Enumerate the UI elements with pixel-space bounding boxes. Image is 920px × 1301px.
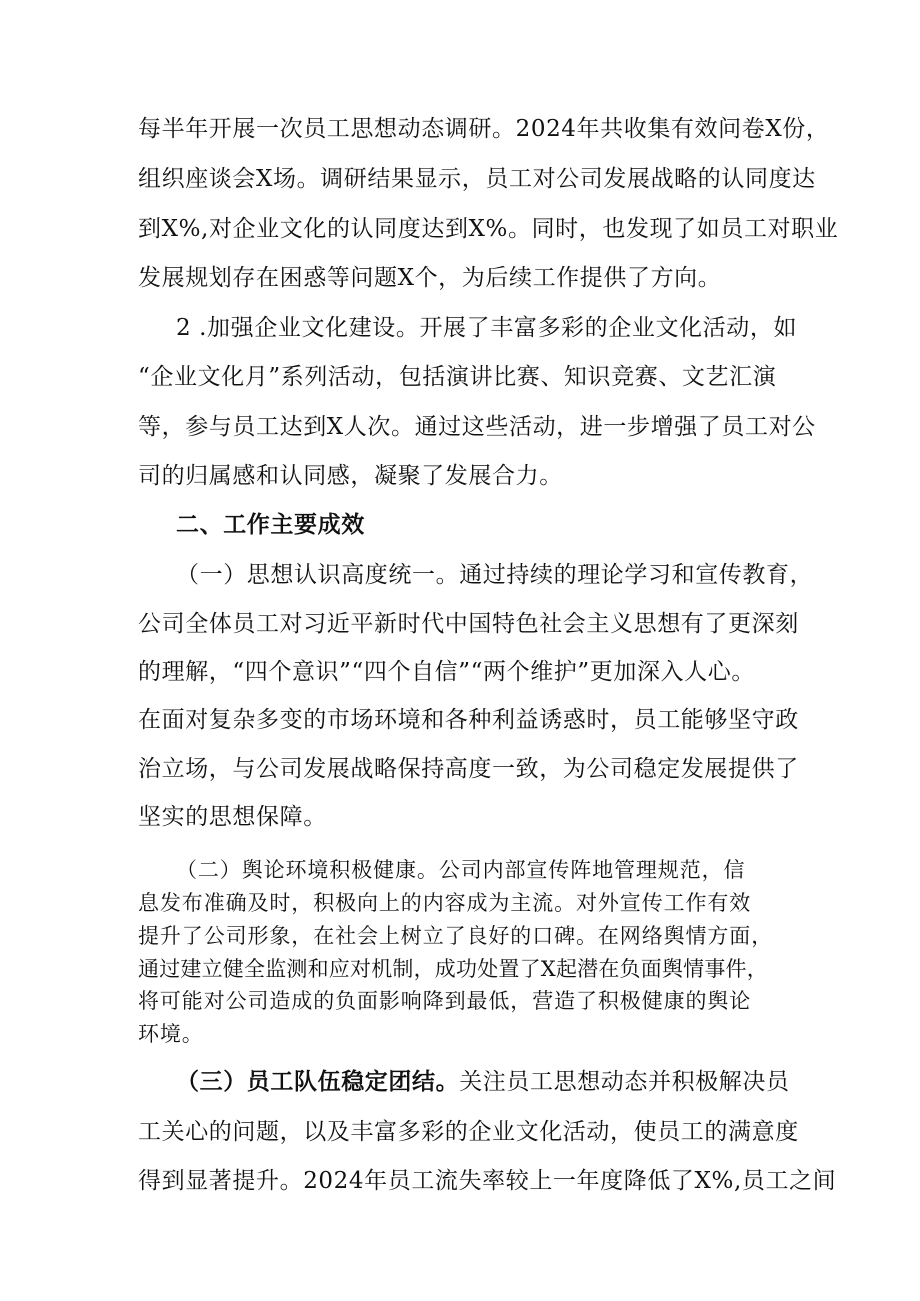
text-line: （一）思想认识高度统一。通过持续的理论学习和宣传教育， xyxy=(176,562,814,588)
text-line: 到X%,对企业文化的认同度达到X%。同时，也发现了如员工对职业 xyxy=(138,216,839,242)
section-heading: 二、工作主要成效 xyxy=(176,511,365,538)
text-line: 将可能对公司造成的负面影响降到最低，营造了积极健康的舆论 xyxy=(138,989,752,1013)
text-line: 公司全体员工对习近平新时代中国特色社会主义思想有了更深刻 xyxy=(138,611,799,637)
bold-lead-text: （三）员工队伍稳定团结。 xyxy=(176,1068,460,1095)
text-line: 环境。 xyxy=(138,1022,204,1046)
text-line: 工关心的问题，以及丰富多彩的企业文化活动，使员工的满意度 xyxy=(138,1119,799,1145)
text-line: 得到显著提升。2024年员工流失率较上一年度降低了X%,员工之间 xyxy=(138,1168,837,1194)
text-line: 息发布准确及时，积极向上的内容成为主流。对外宣传工作有效 xyxy=(138,891,752,915)
text-span: 关注员工思想动态并积极解决员 xyxy=(459,1069,790,1095)
text-line: 的理解，“四个意识”“四个自信”“两个维护”更加深入人心。 xyxy=(138,659,755,685)
text-line: “企业文化月”系列活动，包括演讲比赛、知识竞赛、文艺汇演 xyxy=(138,364,777,390)
text-line: 2 .加强企业文化建设。开展了丰富多彩的企业文化活动，如 xyxy=(176,315,798,341)
text-line: 每半年开展一次员工思想动态调研。2024年共收集有效问卷X份， xyxy=(138,116,830,142)
text-line: 组织座谈会X场。调研结果显示，员工对公司发展战略的认同度达 xyxy=(138,166,816,192)
text-line: 坚实的思想保障。 xyxy=(138,804,327,830)
text-line: 在面对复杂多变的市场环境和各种利益诱惑时，员工能够坚守政 xyxy=(138,707,799,733)
text-line: 发展规划存在困惑等问题X个，为后续工作提供了方向。 xyxy=(138,265,722,291)
text-line: 等，参与员工达到X人次。通过这些活动，进一步增强了员工对公 xyxy=(138,414,816,440)
text-line: 提升了公司形象，在社会上树立了良好的口碑。在网络舆情方面， xyxy=(138,924,774,948)
text-line: （二）舆论环境积极健康。公司内部宣传阵地管理规范，信 xyxy=(176,858,746,882)
text-line: 司的归属感和认同感，凝聚了发展合力。 xyxy=(138,463,563,489)
text-line: 通过建立健全监测和应对机制，成功处置了X起潜在负面舆情事件， xyxy=(138,957,768,981)
text-line: 治立场，与公司发展战略保持高度一致，为公司稳定发展提供了 xyxy=(138,756,799,782)
text-line xyxy=(176,1065,800,1099)
